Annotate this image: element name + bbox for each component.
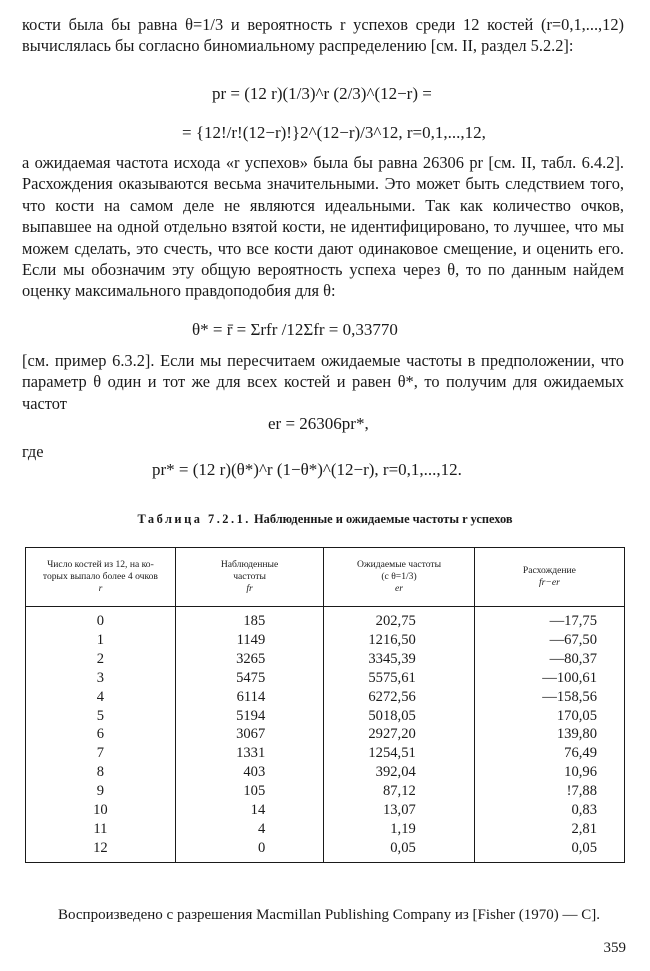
cell-discrepancy-value: 2,81 [571, 820, 597, 837]
cell-observed-value: 105 [243, 783, 266, 800]
formula-binomial-1 [212, 84, 432, 104]
cell-discrepancy [474, 607, 624, 631]
table-row [26, 839, 625, 862]
cell-observed [175, 782, 323, 801]
formula-expected [268, 414, 369, 434]
cell-r-value: 1 [96, 631, 105, 648]
cell-r-value: 5 [96, 707, 105, 724]
cell-discrepancy [474, 669, 624, 688]
page-number: 359 [603, 940, 626, 956]
where-label: где [22, 442, 44, 461]
cell-r-value: 7 [96, 745, 105, 762]
formula-prstar [152, 460, 462, 480]
cell-discrepancy-value: 10,96 [564, 764, 597, 781]
cell-expected-value: 202,75 [375, 613, 416, 629]
cell-r-value: 4 [96, 688, 105, 705]
cell-discrepancy [474, 782, 624, 801]
cell-expected [324, 820, 475, 839]
cell-observed [175, 707, 323, 726]
cell-observed [175, 820, 323, 839]
header-discrepancy-line3: fr−er [538, 577, 560, 588]
header-discrepancy-line1: Расхождение [522, 565, 576, 576]
cell-discrepancy [474, 820, 624, 839]
table-caption [0, 512, 650, 527]
cell-r-value: 2 [96, 650, 105, 667]
cell-expected-value: 1,19 [390, 820, 416, 837]
cell-discrepancy-value: 0,05 [571, 839, 597, 856]
formula-prstar-text: pr* = (12 r)(θ*)^r (1−θ*)^(12−r), r=0,1,...,12. [152, 460, 462, 479]
header-expected-line1: Ожидаемые частоты [357, 559, 442, 570]
header-observed-line1: Наблюденные [220, 559, 279, 570]
cell-r-value: 6 [96, 726, 105, 743]
table-row [26, 763, 625, 782]
table-row [26, 820, 625, 839]
source-note: Воспроизведено с разрешения Macmillan Publishing Company из [Fisher (1970) — C]. [58, 907, 601, 923]
cell-observed [175, 744, 323, 763]
formula-binomial-2 [182, 123, 486, 143]
header-expected-line3: er [395, 583, 404, 594]
header-discrepancy [474, 548, 624, 607]
cell-discrepancy-value: —158,56 [542, 688, 597, 705]
cell-expected [324, 607, 475, 631]
cell-observed-value: 0 [257, 839, 266, 856]
cell-observed [175, 839, 323, 862]
cell-discrepancy [474, 688, 624, 707]
cell-r [26, 607, 176, 631]
cell-discrepancy-value: —100,61 [542, 669, 597, 686]
cell-discrepancy [474, 650, 624, 669]
table-row [26, 725, 625, 744]
cell-r [26, 820, 176, 839]
cell-discrepancy [474, 631, 624, 650]
cell-r-value: 8 [96, 764, 105, 781]
cell-r-value: 9 [96, 783, 105, 800]
cell-expected [324, 631, 475, 650]
cell-expected-value: 5018,05 [368, 707, 416, 724]
cell-discrepancy [474, 839, 624, 862]
table-row [26, 650, 625, 669]
cell-expected [324, 782, 475, 801]
cell-expected-value: 5575,61 [368, 669, 416, 686]
header-expected-line2: (с θ=1/3) [381, 571, 417, 582]
cell-discrepancy [474, 763, 624, 782]
cell-expected [324, 801, 475, 820]
cell-r [26, 688, 176, 707]
cell-r [26, 782, 176, 801]
formula-mle-text: θ* = r̄ = Σrfr /12Σfr = 0,33770 [192, 320, 398, 339]
table-body [26, 607, 625, 863]
cell-expected-value: 2927,20 [368, 726, 416, 743]
cell-r-value: 10 [93, 802, 108, 819]
table-caption-label: Таблица 7.2.1. [137, 512, 251, 526]
cell-observed-value: 6114 [236, 688, 266, 705]
table-row [26, 669, 625, 688]
cell-discrepancy-value: —67,50 [549, 631, 597, 648]
header-r-line3: r [98, 583, 103, 594]
cell-observed [175, 669, 323, 688]
cell-discrepancy-value: —80,37 [549, 650, 597, 667]
cell-expected-value: 6272,56 [368, 688, 416, 705]
cell-r [26, 707, 176, 726]
cell-r [26, 650, 176, 669]
cell-discrepancy [474, 725, 624, 744]
header-observed-line2: частоты [233, 571, 266, 582]
table-row [26, 607, 625, 631]
cell-discrepancy [474, 744, 624, 763]
table-row [26, 631, 625, 650]
header-r [26, 548, 176, 607]
cell-observed-value: 4 [257, 820, 266, 837]
cell-discrepancy-value: 76,49 [564, 745, 597, 762]
cell-expected-value: 1254,51 [368, 745, 416, 762]
cell-expected-value: 0,05 [390, 839, 416, 856]
cell-observed-value: 1149 [236, 631, 266, 648]
cell-observed-value: 3067 [236, 726, 266, 743]
cell-r-value: 0 [96, 613, 105, 629]
cell-observed [175, 607, 323, 631]
formula-expected-text: er = 26306pr*, [268, 414, 369, 433]
cell-discrepancy-value: —17,75 [549, 613, 597, 629]
cell-observed [175, 650, 323, 669]
header-expected [324, 548, 475, 607]
cell-expected [324, 744, 475, 763]
cell-r-value: 3 [96, 669, 105, 686]
cell-r-value: 12 [93, 839, 108, 856]
cell-r [26, 744, 176, 763]
cell-discrepancy [474, 707, 624, 726]
header-r-line2: торых выпало более 4 очков [42, 571, 158, 582]
formula-binomial-1-text: pr = (12 r)(1/3)^r (2/3)^(12−r) = [212, 84, 432, 103]
cell-expected [324, 763, 475, 782]
cell-discrepancy-value: 170,05 [556, 707, 597, 724]
paragraph-recalc: [см. пример 6.3.2]. Если мы пересчитаем ожидаемые частоты в предположении, что параметр θ один и тот же для всех костей и равен θ*, то получим для ожидаемых частот [22, 351, 624, 413]
cell-expected-value: 1216,50 [368, 631, 416, 648]
cell-expected [324, 725, 475, 744]
cell-expected [324, 650, 475, 669]
cell-r [26, 631, 176, 650]
cell-observed-value: 3265 [236, 650, 266, 667]
cell-expected [324, 669, 475, 688]
formula-binomial-2-text: = {12!/r!(12−r)!}2^(12−r)/3^12, r=0,1,...,12, [182, 123, 486, 142]
table-row [26, 688, 625, 707]
cell-observed-value: 403 [243, 764, 266, 781]
cell-r [26, 725, 176, 744]
table-header-row [26, 548, 625, 607]
cell-expected-value: 3345,39 [368, 650, 416, 667]
cell-observed [175, 801, 323, 820]
cell-r-value: 11 [93, 820, 108, 837]
cell-expected-value: 87,12 [382, 783, 416, 800]
formula-mle [192, 320, 398, 340]
cell-r [26, 763, 176, 782]
cell-observed [175, 631, 323, 650]
header-observed [175, 548, 323, 607]
cell-discrepancy-value: !7,88 [566, 783, 597, 800]
table-row [26, 801, 625, 820]
cell-expected-value: 13,07 [382, 802, 416, 819]
cell-expected [324, 839, 475, 862]
cell-discrepancy [474, 801, 624, 820]
cell-observed-value: 5475 [236, 669, 266, 686]
cell-r [26, 839, 176, 862]
cell-observed-value: 1331 [236, 745, 266, 762]
cell-expected [324, 707, 475, 726]
header-r-line1: Число костей из 12, на ко- [47, 559, 154, 570]
cell-expected [324, 688, 475, 707]
header-observed-line3: fr [246, 583, 253, 594]
cell-observed [175, 688, 323, 707]
paragraph-discrepancy: а ожидаемая частота исхода «r успехов» была бы равна 26306 pr [см. II, табл. 6.4.2]. Расхождения оказываются весьма значительными. Это может быть следствием того, что кости на самом деле не являются идеальными. Так как количество очков, выпавшее на одной отдельно взятой кости, не идентифицировано, то лучшее, что мы можем сделать, это счесть, что все кости дают одинаковое смещение, и оценить его. Если мы обозначим эту общую вероятность успеха через θ, то по данным найдем оценку максимального правдоподобия для θ: [22, 153, 624, 301]
cell-r [26, 669, 176, 688]
cell-r [26, 801, 176, 820]
cell-observed [175, 725, 323, 744]
table-row [26, 782, 625, 801]
table-caption-text: Наблюденные и ожидаемые частоты r успехов [254, 512, 513, 526]
cell-expected-value: 392,04 [375, 764, 416, 781]
cell-observed-value: 14 [250, 802, 266, 819]
cell-observed-value: 5194 [236, 707, 266, 724]
paragraph-intro: кости была бы равна θ=1/3 и вероятность r успехов среди 12 костей (r=0,1,...,12) вычислялась бы согласно биномиальному распределению [см. II, раздел 5.2.2]: [22, 15, 624, 56]
cell-discrepancy-value: 0,83 [571, 802, 597, 819]
table-row [26, 707, 625, 726]
table-row [26, 744, 625, 763]
cell-observed [175, 763, 323, 782]
cell-discrepancy-value: 139,80 [556, 726, 597, 743]
cell-observed-value: 185 [243, 613, 266, 629]
frequency-table [25, 547, 625, 863]
